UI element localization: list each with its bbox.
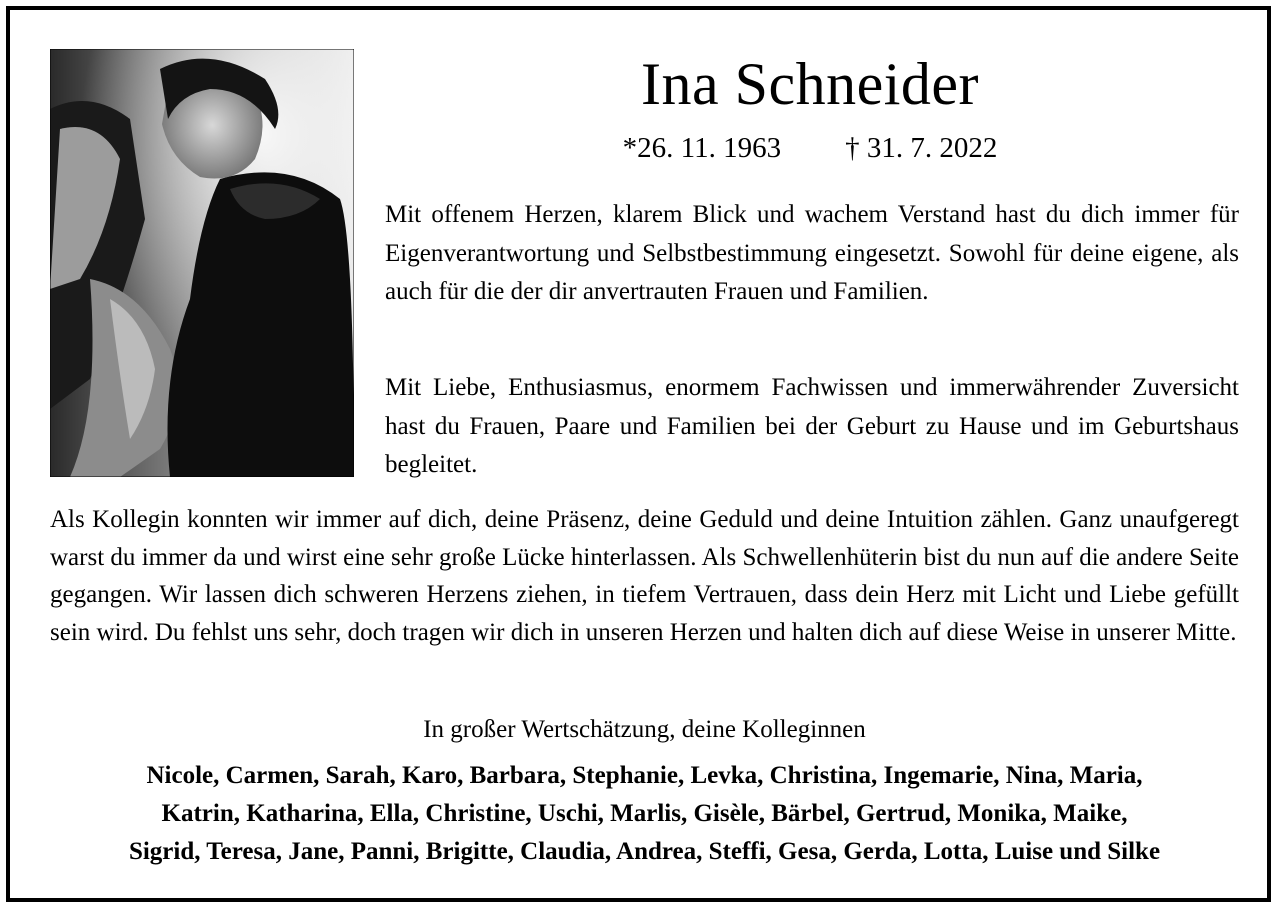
obituary-card	[6, 6, 1271, 902]
deceased-name: Ina Schneider	[640, 51, 980, 117]
paragraph-2: Mit Liebe, Enthusiasmus, enormem Fachwissen und immerwährender Zuversicht hast du Frauen, Paare und Familien bei der Geburt zu Hause und im Geburtshaus begleitet.	[385, 374, 1239, 478]
death-date: † 31. 7. 2022	[845, 132, 998, 164]
closing-regards: In großer Wertschätzung, deine Kolleginnen	[423, 716, 866, 743]
signatories-line: Sigrid, Teresa, Jane, Panni, Brigitte, Claudia, Andrea, Steffi, Gesa, Gerda, Lotta, Luise und Silke	[128, 838, 1161, 865]
portrait-photo-image	[50, 49, 354, 477]
signatories-line: Nicole, Carmen, Sarah, Karo, Barbara, Stephanie, Levka, Christina, Ingemarie, Nina, Maria,	[146, 762, 1143, 789]
signatories-list	[50, 757, 1239, 871]
signatories-line: Katrin, Katharina, Ella, Christine, Uschi, Marlis, Gisèle, Bärbel, Gertrud, Monika, Maike,	[161, 800, 1128, 827]
paragraph-1: Mit offenem Herzen, klarem Blick und wachem Verstand hast du dich immer für Eigenverantwortung und Selbstbestimmung eingesetzt. Sowohl für deine eigene, als auch für die der dir anvertrauten Frauen und Familien.	[385, 201, 1239, 305]
birth-date: *26. 11. 1963	[622, 132, 782, 164]
life-dates	[370, 130, 1250, 166]
paragraph-3: Als Kollegin konnten wir immer auf dich, deine Präsenz, deine Geduld und deine Intuition zählen. Ganz unaufgeregt warst du immer da und wirst eine sehr große Lücke hinterlassen. Als Schwellenhüterin bist du nun auf die andere Seite gegangen. Wir lassen dich schweren Herzens ziehen, in tiefem Vertrauen, dass dein Herz mit Licht und Liebe gefüllt sein wird. Du fehlst uns sehr, doch tragen wir dich in unseren Herzen und halten dich auf diese Weise in unserer Mitte.	[50, 506, 1239, 646]
portrait-photo	[50, 49, 354, 477]
